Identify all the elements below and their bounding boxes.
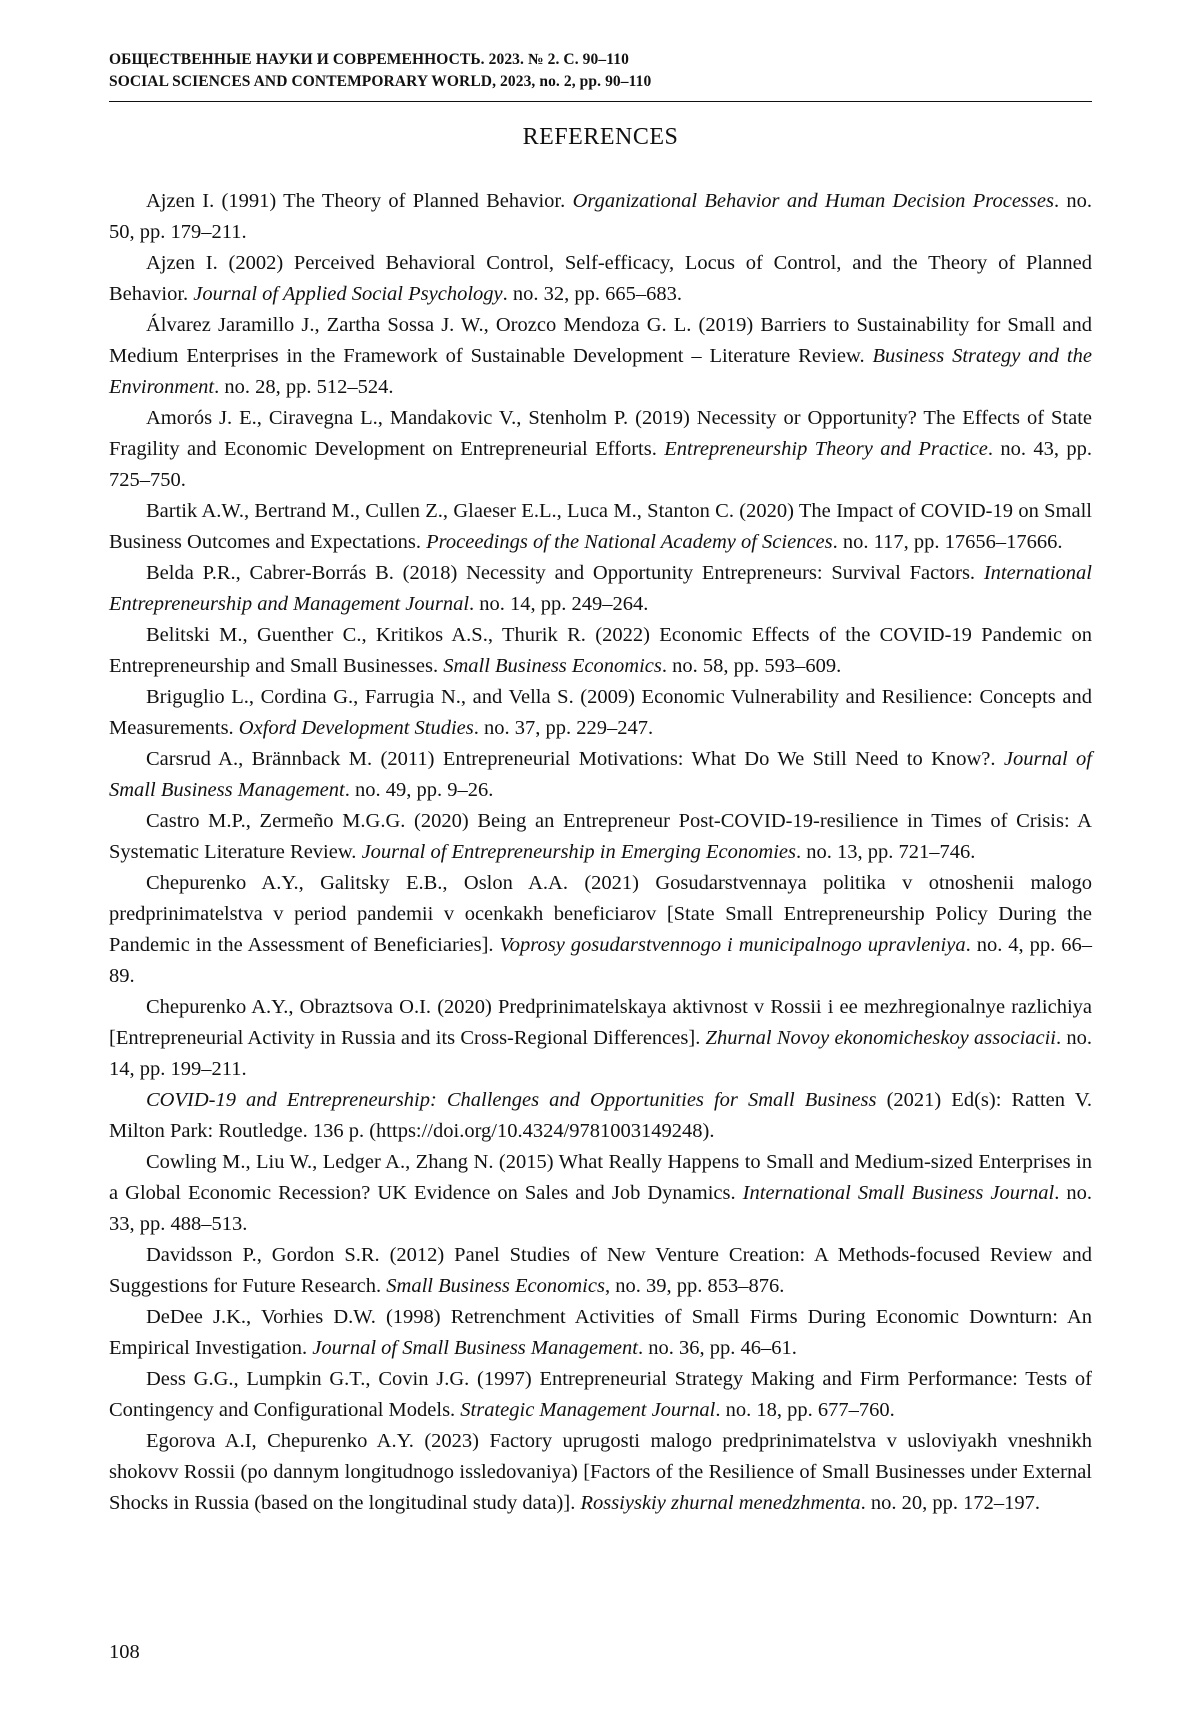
- reference-details: . no. 20, pp. 172–197.: [860, 1492, 1040, 1514]
- reference-source-title: Organizational Behavior and Human Decision Processes: [572, 190, 1054, 212]
- reference-entry: [109, 310, 1092, 403]
- reference-source-title: International Small Business Journal: [742, 1182, 1055, 1204]
- reference-details: . no. 49, pp. 9–26.: [344, 779, 494, 801]
- reference-entry: [109, 1426, 1092, 1519]
- reference-details: , no. 39, pp. 853–876.: [604, 1275, 785, 1297]
- reference-entry: [109, 496, 1092, 558]
- reference-details: . no. 33, pp. 488–513.: [109, 1182, 1093, 1235]
- reference-source-title: Journal of Small Business Management: [312, 1337, 638, 1359]
- reference-entry: [109, 868, 1092, 992]
- reference-entry: [109, 1302, 1092, 1364]
- reference-text: Chepurenko A.Y., Obraztsova O.I. (2020) Predprinimatelskaya aktivnost v Rossii i ee mezhregionalnye razlichiya [Entrepreneurial Activity in Russia and its Cross-Regional Differences].: [109, 996, 1092, 1049]
- reference-source-title: Strategic Management Journal: [460, 1399, 716, 1421]
- reference-details: . no. 28, pp. 512–524.: [214, 376, 394, 398]
- reference-details: . no. 13, pp. 721–746.: [796, 841, 976, 863]
- reference-text: DeDee J.K., Vorhies D.W. (1998) Retrenchment Activities of Small Firms During Economic Downturn: An Empirical Investigation.: [109, 1306, 1092, 1359]
- reference-text: Amorós J. E., Ciravegna L., Mandakovic V., Stenholm P. (2019) Necessity or Opportunity? The Effects of State Fragility and Economic Development on Entrepreneurial Efforts.: [109, 407, 1092, 460]
- reference-details: . no. 18, pp. 677–760.: [715, 1399, 895, 1421]
- reference-details: . no. 37, pp. 229–247.: [473, 717, 654, 739]
- reference-source-title: Business Strategy and the Environment: [109, 345, 1092, 398]
- reference-text: Cowling M., Liu W., Ledger A., Zhang N. (2015) What Really Happens to Small and Medium-sized Enterprises in a Global Economic Recession? UK Evidence on Sales and Job Dynamics.: [109, 1151, 1092, 1204]
- reference-text: Álvarez Jaramillo J., Zartha Sossa J. W., Orozco Mendoza G. L. (2019) Barriers to Sustainability for Small and Medium Enterprises in the Framework of Sustainable Development – Literature Review.: [109, 314, 1092, 367]
- reference-entry: [109, 806, 1092, 868]
- reference-source-title: Journal of Entrepreneurship in Emerging Economies: [361, 841, 796, 863]
- reference-details: . no. 50, pp. 179–211.: [109, 190, 1093, 243]
- reference-source-title: Journal of Small Business Management: [109, 748, 1092, 801]
- reference-text: Chepurenko A.Y., Galitsky E.B., Oslon A.A. (2021) Gosudarstvennaya politika v otnoshenii malogo predprinimatelstva v period pandemii v ocenkakh beneficiarov [State Small Entrepreneurship Policy During the Pandemic in the Assessment of Beneficiaries].: [109, 872, 1092, 956]
- reference-source-title: COVID-19 and Entrepreneurship: Challenges and Opportunities for Small Business: [146, 1089, 877, 1111]
- header-divider: [109, 101, 1092, 102]
- page-number: 108: [109, 1641, 140, 1663]
- reference-details: . no. 43, pp. 725–750.: [109, 438, 1093, 491]
- reference-source-title: Journal of Applied Social Psychology: [193, 283, 503, 305]
- reference-source-title: Entrepreneurship Theory and Practice: [664, 438, 988, 460]
- reference-entry: [109, 1240, 1092, 1302]
- reference-source-title: Small Business Economics: [386, 1275, 605, 1297]
- reference-text: Castro M.P., Zermeño M.G.G. (2020) Being an Entrepreneur Post-COVID-19-resilience in Times of Crisis: A Systematic Literature Review.: [109, 810, 1092, 863]
- reference-text: Davidsson P., Gordon S.R. (2012) Panel Studies of New Venture Creation: A Methods-focused Review and Suggestions for Future Research.: [109, 1244, 1092, 1297]
- reference-text: Ajzen I. (1991) The Theory of Planned Behavior.: [146, 190, 573, 212]
- reference-text: Carsrud A., Brännback M. (2011) Entrepreneurial Motivations: What Do We Still Need to Know?.: [146, 748, 1004, 770]
- reference-text: Ajzen I. (2002) Perceived Behavioral Control, Self-efficacy, Locus of Control, and the Theory of Planned Behavior.: [109, 252, 1092, 305]
- running-header-english: SOCIAL SCIENCES AND CONTEMPORARY WORLD, 2023, no. 2, pp. 90–110: [109, 73, 652, 90]
- reference-source-title: International Entrepreneurship and Management Journal: [109, 562, 1092, 615]
- reference-source-title: Voprosy gosudarstvennogo i municipalnogo upravleniya: [499, 934, 966, 956]
- reference-text: Dess G.G., Lumpkin G.T., Covin J.G. (1997) Entrepreneurial Strategy Making and Firm Performance: Tests of Contingency and Configurational Models.: [109, 1368, 1092, 1421]
- reference-entry: [109, 248, 1092, 310]
- reference-text: Belitski M., Guenther C., Kritikos A.S., Thurik R. (2022) Economic Effects of the COVID-19 Pandemic on Entrepreneurship and Small Businesses.: [109, 624, 1092, 677]
- section-title: REFERENCES: [522, 124, 679, 150]
- reference-list: [109, 186, 1092, 1519]
- reference-entry: [109, 1147, 1092, 1240]
- reference-details: . no. 32, pp. 665–683.: [502, 283, 682, 305]
- reference-details: . no. 58, pp. 593–609.: [661, 655, 842, 677]
- reference-entry: [109, 558, 1092, 620]
- reference-details: . no. 117, pp. 17656–17666.: [832, 531, 1063, 553]
- reference-entry: [109, 403, 1092, 496]
- reference-text: Egorova A.I, Chepurenko A.Y. (2023) Factory uprugosti malogo predprinimatelstva v usloviyakh vneshnikh shokovv Rossii (po dannym longitudnogo issledovaniya) [Factors of the Resilience of Small Businesses under External Shocks in Russia (based on the longitudinal study data)].: [109, 1430, 1092, 1514]
- reference-source-title: Small Business Economics: [443, 655, 662, 677]
- reference-details: . no. 4, pp. 66–89.: [109, 934, 1092, 987]
- reference-entry: [109, 744, 1092, 806]
- reference-entry: [109, 186, 1092, 248]
- reference-details: (2021) Ed(s): Ratten V. Milton Park: Routledge. 136 p. (https://doi.org/10.4324/9781003149248).: [109, 1089, 1092, 1142]
- reference-details: . no. 14, pp. 199–211.: [109, 1027, 1092, 1080]
- reference-source-title: Oxford Development Studies: [238, 717, 474, 739]
- reference-source-title: Rossiyskiy zhurnal menedzhmenta: [580, 1492, 861, 1514]
- reference-source-title: Proceedings of the National Academy of Sciences: [426, 531, 833, 553]
- reference-details: . no. 14, pp. 249–264.: [469, 593, 649, 615]
- reference-entry: [109, 1364, 1092, 1426]
- reference-source-title: Zhurnal Novoy ekonomicheskoy associacii: [705, 1027, 1057, 1049]
- reference-text: Briguglio L., Cordina G., Farrugia N., and Vella S. (2009) Economic Vulnerability and Resilience: Concepts and Measurements.: [109, 686, 1092, 739]
- reference-entry: [109, 992, 1092, 1085]
- reference-details: . no. 36, pp. 46–61.: [637, 1337, 797, 1359]
- running-header-russian: ОБЩЕСТВЕННЫЕ НАУКИ И СОВРЕМЕННОСТЬ. 2023. № 2. С. 90–110: [109, 51, 629, 68]
- reference-text: Bartik A.W., Bertrand M., Cullen Z., Glaeser E.L., Luca M., Stanton C. (2020) The Impact of COVID-19 on Small Business Outcomes and Expectations.: [109, 500, 1092, 553]
- reference-entry: [109, 682, 1092, 744]
- reference-text: Belda P.R., Cabrer-Borrás B. (2018) Necessity and Opportunity Entrepreneurs: Survival Factors.: [146, 562, 984, 584]
- running-header: [109, 49, 1092, 93]
- reference-entry: [109, 620, 1092, 682]
- reference-entry: [109, 1085, 1092, 1147]
